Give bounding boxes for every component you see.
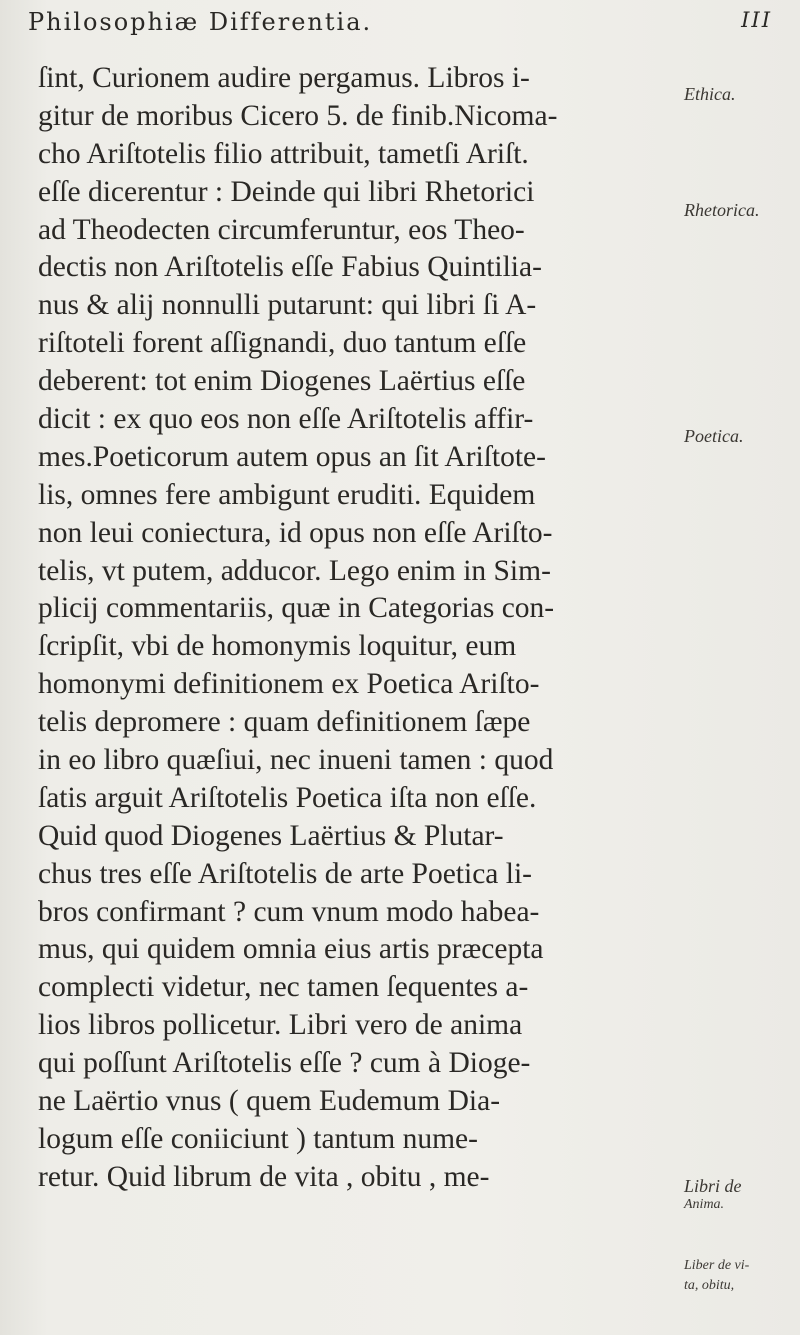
body-text xyxy=(38,60,678,1197)
text-line: telis depromere : quam definitionem ſæpe xyxy=(38,706,531,739)
text-line: Quid quod Diogenes Laërtius & Plutar- xyxy=(38,819,504,852)
text-line: deberent: tot enim Diogenes Laërtius eſſe xyxy=(38,365,526,398)
text-line: qui poſſunt Ariſtotelis eſſe ? cum à Dioge- xyxy=(38,1047,531,1080)
running-header xyxy=(28,4,788,44)
text-line: dicit : ex quo eos non eſſe Ariſtotelis affir- xyxy=(38,403,534,436)
text-line: homonymi definitionem ex Poetica Ariſto- xyxy=(38,668,540,701)
text-line: ne Laërtio vnus ( quem Eudemum Dia- xyxy=(38,1085,501,1118)
text-line: bros confirmant ? cum vnum modo habea- xyxy=(38,895,540,928)
running-title: Philosophiæ Differentia. xyxy=(28,8,373,36)
text-line: retur. Quid librum de vita , obitu , me- xyxy=(38,1160,490,1193)
margin-note-liber-de-vita-1: Liber de vi- xyxy=(684,1258,750,1273)
text-line: logum eſſe coniiciunt ) tantum nume- xyxy=(38,1122,478,1155)
text-line: mus, qui quidem omnia eius artis præcepta xyxy=(38,933,544,966)
text-line: gitur de moribus Cicero 5. de finib.Nicoma- xyxy=(38,99,558,132)
text-line: ſint, Curionem audire pergamus. Libros i- xyxy=(38,62,530,94)
text-line: ſatis arguit Ariſtotelis Poetica iſta non eſſe. xyxy=(38,781,537,814)
margin-note-libri-de-anima-1: Libri de xyxy=(684,1176,742,1196)
text-line: ad Theodecten circumferuntur, eos Theo- xyxy=(38,213,525,246)
text-line: nus & alij nonnulli putarunt: qui libri ſi A- xyxy=(38,289,537,322)
text-line: dectis non Ariſtotelis eſſe Fabius Quintilia- xyxy=(38,251,542,284)
text-line: riſtoteli forent aſſignandi, duo tantum eſſe xyxy=(38,327,527,360)
text-line: telis, vt putem, adducor. Lego enim in Sim- xyxy=(38,554,551,587)
margin-note-poetica: Poetica. xyxy=(684,426,744,446)
text-line: in eo libro quæſiui, nec inueni tamen : quod xyxy=(38,744,554,777)
text-line: lis, omnes fere ambigunt eruditi. Equidem xyxy=(38,478,536,511)
page-number: III xyxy=(741,8,772,32)
text-line: eſſe dicerentur : Deinde qui libri Rhetorici xyxy=(38,175,535,208)
text-line: complecti videtur, nec tamen ſequentes a- xyxy=(38,971,529,1004)
margin-note-libri-de-anima-2: Anima. xyxy=(684,1197,725,1212)
text-line: mes.Poeticorum autem opus an ſit Ariſtote- xyxy=(38,440,546,473)
text-line: chus tres eſſe Ariſtotelis de arte Poetica li- xyxy=(38,857,532,890)
text-line: plicij commentariis, quæ in Categorias con- xyxy=(38,592,555,625)
margin-note-rhetorica: Rhetorica. xyxy=(684,200,760,220)
text-line: non leui coniectura, id opus non eſſe Ariſto- xyxy=(38,516,553,549)
margin-note-liber-de-vita-2: ta, obitu, xyxy=(684,1278,735,1293)
text-line: ſcripſit, vbi de homonymis loquitur, eum xyxy=(38,630,517,663)
text-line: cho Ariſtotelis filio attribuit, tametſi Ariſt. xyxy=(38,137,529,170)
margin-note-ethica: Ethica. xyxy=(684,84,736,104)
text-line: lios libros pollicetur. Libri vero de anima xyxy=(38,1009,523,1042)
